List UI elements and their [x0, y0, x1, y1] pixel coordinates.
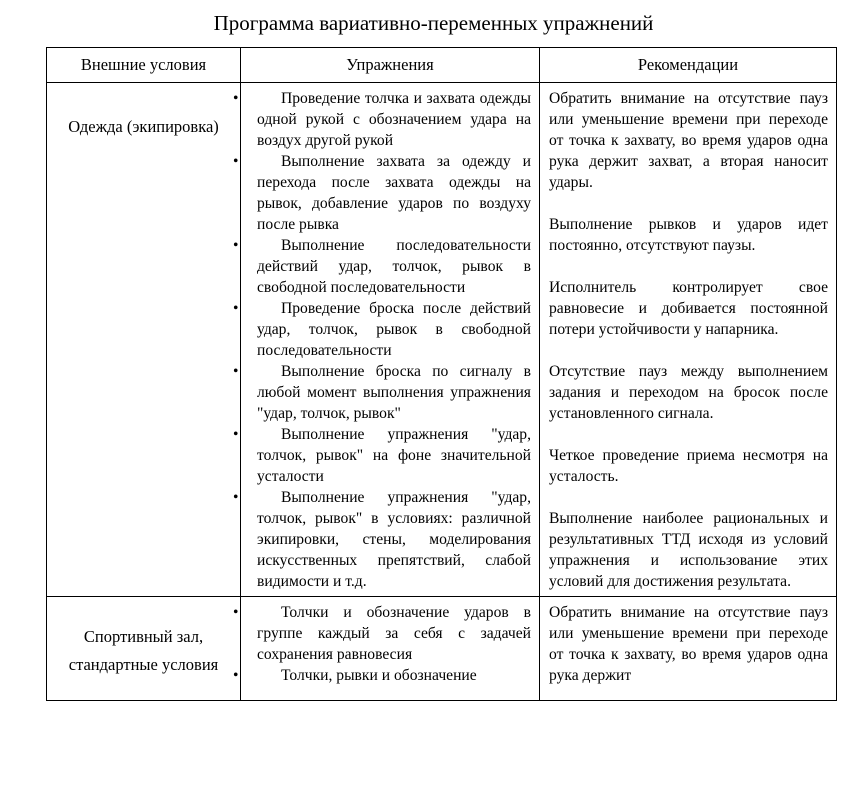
- exercise-text: Выполнение упражнения "удар, толчок, рывок" на фоне значительной усталости: [257, 426, 531, 485]
- exercise-list: [233, 88, 531, 592]
- recommendations-cell: [540, 83, 837, 597]
- header-exercises: Упражнения: [241, 48, 540, 83]
- list-item: [233, 487, 531, 592]
- list-item: [233, 88, 531, 151]
- exercise-list: [233, 602, 531, 686]
- list-item: [233, 424, 531, 487]
- exercise-text: Выполнение броска по сигналу в любой момент выполнения упражнения "удар, толчок, рывок": [257, 363, 531, 422]
- recommendation-text: Обратить внимание на отсутствие пауз или уменьшение времени при переходе от точка к захвату, во время ударов одна рука держит: [549, 604, 828, 684]
- bullet-icon: •: [233, 604, 239, 621]
- exercises-cell: [233, 83, 540, 597]
- recommendation-text: Обратить внимание на отсутствие пауз или уменьшение времени при переходе от точка к захвату, во время ударов одна рука держит захват, а вторая наносит удары.: [549, 90, 828, 191]
- table-row: [47, 597, 837, 701]
- table-header-row: [47, 48, 837, 83]
- list-item: [233, 665, 531, 686]
- bullet-icon: •: [233, 489, 239, 506]
- document-title: Программа вариативно-переменных упражнений: [213, 11, 654, 35]
- recommendations-cell: [540, 597, 837, 701]
- exercise-text: Проведение броска после действий удар, толчок, рывок в свободной последовательности: [257, 300, 531, 359]
- table-row: [47, 83, 837, 597]
- exercise-text: Толчки, рывки и обозначение: [281, 667, 477, 684]
- bullet-icon: •: [233, 363, 239, 380]
- exercise-text: Выполнение захвата за одежду и перехода после захвата одежды на рывок, добавление ударов по воздуху после рывка: [257, 153, 531, 233]
- exercise-program-table: [46, 47, 837, 701]
- condition-text-line1: Спортивный зал,: [83, 626, 204, 646]
- list-item: [233, 602, 531, 665]
- bullet-icon: •: [233, 237, 239, 254]
- bullet-icon: •: [233, 300, 239, 317]
- list-item: [233, 235, 531, 298]
- list-item: [233, 151, 531, 235]
- header-recommendations: Рекомендации: [540, 48, 837, 83]
- exercise-text: Толчки и обозначение ударов в группе каждый за себя с задачей сохранения равновесия: [257, 604, 531, 663]
- recommendation-text: Четкое проведение приема несмотря на усталость.: [549, 447, 828, 485]
- exercise-text: Выполнение последовательности действий удар, толчок, рывок в свободной последовательности: [257, 237, 531, 296]
- condition-text: Одежда (экипировка): [68, 117, 219, 136]
- recommendation-text: Выполнение наиболее рациональных и результативных ТТД исходя из условий упражнения и использование этих условий для достижения результата.: [549, 510, 828, 590]
- exercises-cell: [233, 597, 540, 701]
- bullet-icon: •: [233, 426, 239, 443]
- bullet-icon: •: [233, 90, 239, 107]
- bullet-icon: •: [233, 667, 239, 684]
- list-item: [233, 298, 531, 361]
- exercise-text: Выполнение упражнения "удар, толчок, рывок" в условиях: различной экипировки, стены, моделирования искусственных препятствий, слабой видимости и т.д.: [257, 489, 531, 590]
- recommendation-text: Исполнитель контролирует свое равновесие и добивается постоянной потери устойчивости у напарника.: [549, 279, 828, 338]
- header-conditions: Внешние условия: [47, 48, 241, 83]
- condition-text-line2: стандартные условия: [68, 654, 219, 674]
- condition-cell: [47, 597, 241, 701]
- condition-cell: [47, 83, 241, 597]
- recommendation-text: Выполнение рывков и ударов идет постоянно, отсутствуют паузы.: [549, 216, 828, 254]
- bullet-icon: •: [233, 153, 239, 170]
- recommendation-text: Отсутствие пауз между выполнением задания и переходом на бросок после установленного сигнала.: [549, 363, 828, 422]
- exercise-text: Проведение толчка и захвата одежды одной рукой с обозначением удара на воздух другой рукой: [257, 90, 531, 149]
- list-item: [233, 361, 531, 424]
